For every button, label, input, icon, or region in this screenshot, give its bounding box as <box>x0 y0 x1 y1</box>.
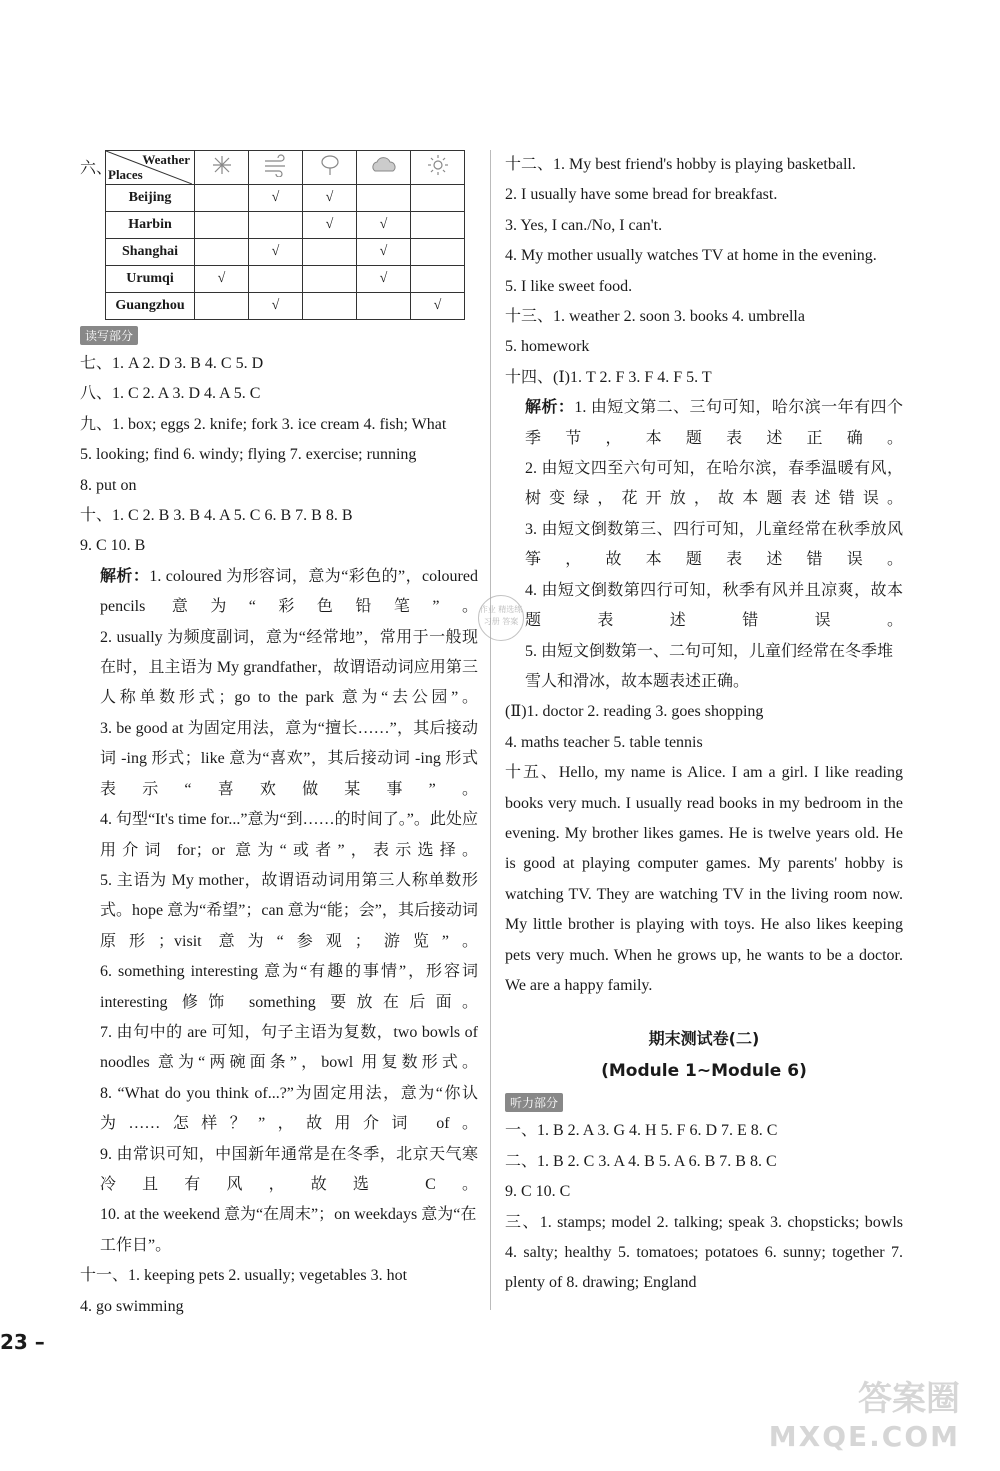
table-diagonal-header <box>106 151 195 185</box>
check-cell <box>195 185 249 212</box>
answer-line: 9. C 10. B <box>80 537 146 555</box>
answer-15-passage: 十五、Hello, my name is Alice. I am a girl. I like reading books very much. I usually read books in my bedroom in the evening. My brother likes games. He is twelve years old. He is good at playing computer games. My parents' hobby is watching TV. They are watching TV in the living room now. My little brother is playing with toys. He also likes keeping pets very much. When he grows up, he wants to be a doctor. We are a happy family. <box>505 764 903 994</box>
watermark <box>760 1380 960 1460</box>
right-analysis-3: 3. 由短文倒数第三、四行可知，儿童经常在秋季放风筝，故本题表述错误。 <box>525 520 903 569</box>
column-divider <box>490 150 491 1310</box>
answer-line-a1: 一、1. B 2. A 3. G 4. H 5. F 6. D 7. E 8. C <box>505 1122 778 1140</box>
table-row <box>106 293 465 320</box>
check-cell <box>411 239 465 266</box>
weather-col-windy <box>249 151 303 185</box>
cloudy-icon <box>369 153 399 177</box>
check-cell <box>303 239 357 266</box>
check-cell <box>411 185 465 212</box>
place-name: Harbin <box>106 212 195 239</box>
answer-line-12: 十二、1. My best friend's hobby is playing basketball. <box>505 156 856 173</box>
check-cell: √ <box>411 293 465 320</box>
left-column <box>80 150 478 1322</box>
check-cell <box>303 266 357 293</box>
answer-line: 八、1. C 2. A 3. D 4. A 5. C <box>80 385 261 403</box>
weather-col-cloudy <box>357 151 411 185</box>
check-cell: √ <box>357 239 411 266</box>
check-cell <box>249 212 303 239</box>
right-analysis-2: 2. 由短文四至六句可知，在哈尔滨，春季温暖有风，树变绿，花开放，故本题表述错误。 <box>525 460 903 508</box>
analysis-1: 解析：1. coloured 为形容词，意为“彩色的”，coloured pencils 意为“彩色铅笔”。 <box>100 567 478 616</box>
answer-line-a2b: 9. C 10. C <box>505 1183 571 1201</box>
answer-line: 十、1. C 2. B 3. B 4. A 5. C 6. B 7. B 8. B <box>80 507 353 525</box>
test-subtitle: (Module 1~Module 6) <box>601 1061 807 1082</box>
answer-line-a3: 三、1. stamps; model 2. talking; speak 3. chopsticks; bowls 4. salty; healthy 5. tomatoes; potatoes 6. sunny; together 7. plenty of 8. drawing; England <box>505 1213 903 1292</box>
analysis-6: 6. something interesting 意为“有趣的事情”，形容词 interesting 修饰 something 要放在后面。 <box>100 963 478 1011</box>
weather-col-tree <box>303 151 357 185</box>
check-cell <box>411 212 465 239</box>
check-cell <box>357 293 411 320</box>
answer-line-12: 5. I like sweet food. <box>505 277 633 295</box>
check-cell: √ <box>357 212 411 239</box>
place-name: Urumqi <box>106 266 195 293</box>
header-places: Places <box>108 167 143 182</box>
check-cell: √ <box>357 266 411 293</box>
check-cell: √ <box>303 212 357 239</box>
table-row <box>106 185 465 212</box>
answer-line-14: 十四、(Ⅰ)1. T 2. F 3. F 4. F 5. T <box>505 368 712 386</box>
table-row <box>106 239 465 266</box>
check-cell <box>195 212 249 239</box>
check-cell: √ <box>249 293 303 320</box>
answer-line-13b: 5. homework <box>505 338 590 356</box>
table-row <box>106 212 465 239</box>
right-analysis-1: 解析：1. 由短文第二、三句可知，哈尔滨一年有四个季节，本题表述正确。 <box>525 399 903 447</box>
place-name: Beijing <box>106 185 195 212</box>
analysis-7: 7. 由句中的 are 可知，句子主语为复数，two bowls of noodles 意为“两碗面条”，bowl 用复数形式。 <box>100 1023 478 1072</box>
check-cell: √ <box>249 185 303 212</box>
check-cell <box>357 185 411 212</box>
answer-line: 七、1. A 2. D 3. B 4. C 5. D <box>80 355 264 372</box>
answer-line-11a: 十一、1. keeping pets 2. usually; vegetables 3. hot <box>80 1267 408 1285</box>
place-name: Shanghai <box>106 239 195 266</box>
answer-line-11b: 4. go swimming <box>80 1297 184 1315</box>
analysis-4: 4. 句型“It's time for...”意为“到……的时间了。”。此处应用介词 for；or 意为“或者”，表示选择。 <box>100 811 478 859</box>
answer-line: 九、1. box; eggs 2. knife; fork 3. ice cream 4. fish; What <box>80 415 447 433</box>
answer-line-13a: 十三、1. weather 2. soon 3. books 4. umbrella <box>505 308 805 326</box>
test-title: 期末测试卷(二) <box>648 1029 760 1049</box>
answer-line-12: 4. My mother usually watches TV at home in the evening. <box>505 247 877 265</box>
section-tag-listening: 听力部分 <box>505 1093 563 1112</box>
check-cell <box>195 239 249 266</box>
check-cell <box>195 293 249 320</box>
weather-col-snowy <box>195 151 249 185</box>
weather-col-sunny <box>411 151 465 185</box>
table-row <box>106 266 465 293</box>
analysis-2: 2. usually 为频度副词，意为“经常地”，常用于一般现在时，且主语为 My grandfather，故谓语动词应用第三人称单数形式；go to the park 意为“去公园”。 <box>100 628 478 707</box>
section-six-label: 六、 <box>80 160 113 177</box>
analysis-8: 8. “What do you think of...?”为固定用法，意为“你认为……怎样？”，故用介词 of。 <box>100 1084 478 1133</box>
check-cell <box>249 266 303 293</box>
check-cell: √ <box>195 266 249 293</box>
watermark-sub: MXQE.COM <box>768 1420 960 1453</box>
answer-line: 8. put on <box>80 476 137 494</box>
right-analysis-4: 4. 由短文倒数第四行可知，秋季有风并且凉爽，故本题表述错误。 <box>525 581 903 630</box>
right-column <box>505 150 903 1299</box>
check-cell: √ <box>249 239 303 266</box>
check-cell <box>411 266 465 293</box>
analysis-5: 5. 主语为 My mother，故谓语动词用第三人称单数形式。hope 意为“希望”；can 意为“能；会”，其后接动词原形；visit 意为“参观；游览”。 <box>100 871 478 950</box>
analysis-10: 10. at the weekend 意为“在周末”；on weekdays 意为“在工作日”。 <box>100 1206 477 1254</box>
windy-icon <box>261 153 291 177</box>
sunny-icon <box>423 153 453 177</box>
section-tag-reading-writing: 读写部分 <box>80 326 138 345</box>
answer-line: 5. looking; find 6. windy; flying 7. exercise; running <box>80 446 417 464</box>
watermark-main: 答案圈 <box>858 1379 960 1419</box>
homework-stamp: 作业 精选练习册 答案 <box>478 595 524 641</box>
snowy-icon <box>207 153 237 177</box>
check-cell: √ <box>303 185 357 212</box>
check-cell <box>303 293 357 320</box>
answer-line-14b: (Ⅱ)1. doctor 2. reading 3. goes shopping <box>505 703 764 721</box>
header-weather: Weather <box>142 152 190 167</box>
analysis-3: 3. be good at 为固定用法，意为“擅长……”，其后接动词 -ing 形式；like 意为“喜欢”，其后接动词 -ing 形式表示“喜欢做某事”。 <box>100 719 478 798</box>
answer-line-12: 3. Yes, I can./No, I can't. <box>505 216 663 234</box>
tree-wind-icon <box>315 153 345 177</box>
analysis-9: 9. 由常识可知，中国新年通常是在冬季，北京天气寒冷且有风，故选 C。 <box>100 1145 478 1193</box>
answer-line-14c: 4. maths teacher 5. table tennis <box>505 733 703 751</box>
right-analysis-5: 5. 由短文倒数第一、二句可知，儿童们经常在冬季堆雪人和滑冰，故本题表述正确。 <box>525 642 894 690</box>
place-name: Guangzhou <box>106 293 195 320</box>
page-number: 23 – <box>0 1330 45 1354</box>
weather-table <box>105 150 465 320</box>
answer-line-12: 2. I usually have some bread for breakfast. <box>505 186 778 204</box>
answer-line-a2: 二、1. B 2. C 3. A 4. B 5. A 6. B 7. B 8. C <box>505 1152 777 1170</box>
